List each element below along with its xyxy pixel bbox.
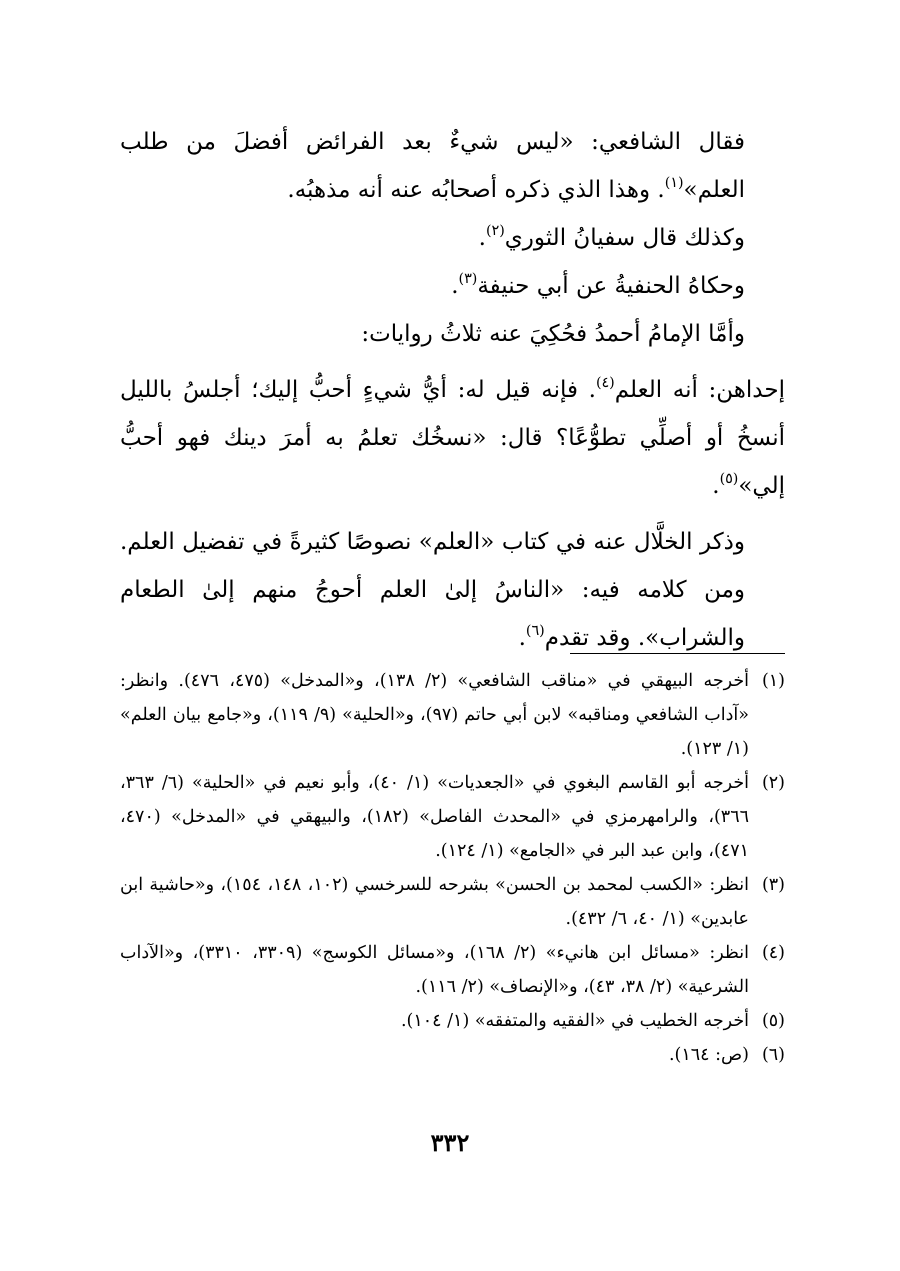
footnote-separator [570,653,785,654]
footnote-ref-1: (١) [664,175,684,192]
paragraph-3-text: وحكاهُ الحنفيةُ عن أبي حنيفة [477,273,745,299]
paragraph-2 [120,214,785,262]
paragraph-5-text-a: إحداهن: أنه العلم [614,377,785,403]
footnote-ref-6: (٦) [525,623,545,640]
period: . [451,273,459,299]
main-text [120,118,785,662]
footnote-text: أخرجه البيهقي في «مناقب الشافعي» (٢/ ١٣٨)، و«المدخل» (٤٧٥، ٤٧٦). وانظر: «آداب الشافعي ومناقبه» لابن أبي حاتم (٩٧)، و«الحلية» (٩/ ١١٩)، و«جامع بيان العلم» (١/ ١٢٣). [120,671,749,759]
period: . [518,625,526,651]
footnote-text: انظر: «مسائل ابن هانيء» (٢/ ١٦٨)، و«مسائل الكوسج» (٣٣٠٩، ٣٣١٠)، و«الآداب الشرعية» (٢/ ٣٨، ٤٣)، و«الإنصاف» (٢/ ١١٦). [120,943,750,997]
paragraph-6-text: وذكر الخلَّال عنه في كتاب «العلم» نصوصًا كثيرةً في تفضيل العلم. ومن كلامه فيه: «الناسُ إلىٰ العلم أحوجُ منهم إلىٰ الطعام والشراب». وقد تقدم [120,529,745,651]
paragraph-5 [120,366,785,510]
footnote-number: (٥) [761,1011,785,1031]
footnote-text: أخرجه أبو القاسم البغوي في «الجعديات» (١/ ٤٠)، وأبو نعيم في «الحلية» (٦/ ٣٦٣، ٣٦٦)، والرامهرمزي في «المحدث الفاصل» (١٨٢)، والبيهقي في «المدخل» (٤٧٠، ٤٧١)، وابن عبد البر في «الجامع» (١/ ١٢٤). [120,773,749,861]
footnote-number: (٣) [761,875,785,895]
paragraph-6 [120,518,785,662]
footnote-text: (ص: ١٦٤). [668,1045,749,1065]
paragraph-1-text: فقال الشافعي: «ليس شيءٌ بعد الفرائض أفضلَ من طلب العلم» [120,129,745,203]
footnote-text: أخرجه الخطيب في «الفقيه والمتفقه» (١/ ١٠٤). [400,1011,749,1031]
period: . [712,473,720,499]
page-number: ٣٣٢ [430,1128,470,1157]
footnote-number: (٢) [761,773,785,793]
footnote-number: (٤) [761,943,785,963]
footnote-ref-5: (٥) [719,471,739,488]
footnote-3 [120,868,785,936]
paragraph-1 [120,118,785,214]
footnotes [120,664,785,1072]
paragraph-1-continuation: وهذا الذي ذكره أصحابُه عنه أنه مذهبُه. [287,177,651,203]
paragraph-3 [120,262,785,310]
footnote-text: انظر: «الكسب لمحمد بن الحسن» بشرحه للسرخسي (١٠٢، ١٤٨، ١٥٤)، و«حاشية ابن عابدين» (١/ ٤٠، ٦/ ٤٣٢). [120,875,749,929]
paragraph-4-text: وأمَّا الإمامُ أحمدُ فحُكِيَ عنه ثلاثُ روايات: [361,321,745,347]
footnote-1 [120,664,785,766]
footnote-ref-2: (٢) [485,223,505,240]
period: . [657,177,665,203]
footnote-4 [120,936,785,1004]
paragraph-2-text: وكذلك قال سفيانُ الثوري [504,225,745,251]
footnote-number: (٦) [761,1045,785,1065]
footnote-6 [120,1038,785,1072]
footnote-5 [120,1004,785,1038]
period: . [478,225,486,251]
footnote-2 [120,766,785,868]
footnote-number: (١) [761,671,785,691]
footnote-ref-3: (٣) [458,271,478,288]
footnote-ref-4: (٤) [595,375,615,392]
paragraph-4 [120,310,785,358]
paragraph-5-text-b: . فإنه قيل له: أيُّ شيءٍ أحبُّ إليك؛ أجلسُ بالليل أنسخُ أو أصلِّي تطوُّعًا؟ قال: «نسخُك تعلمُ به أمرَ دينك فهو أحبُّ إلي» [120,377,785,499]
